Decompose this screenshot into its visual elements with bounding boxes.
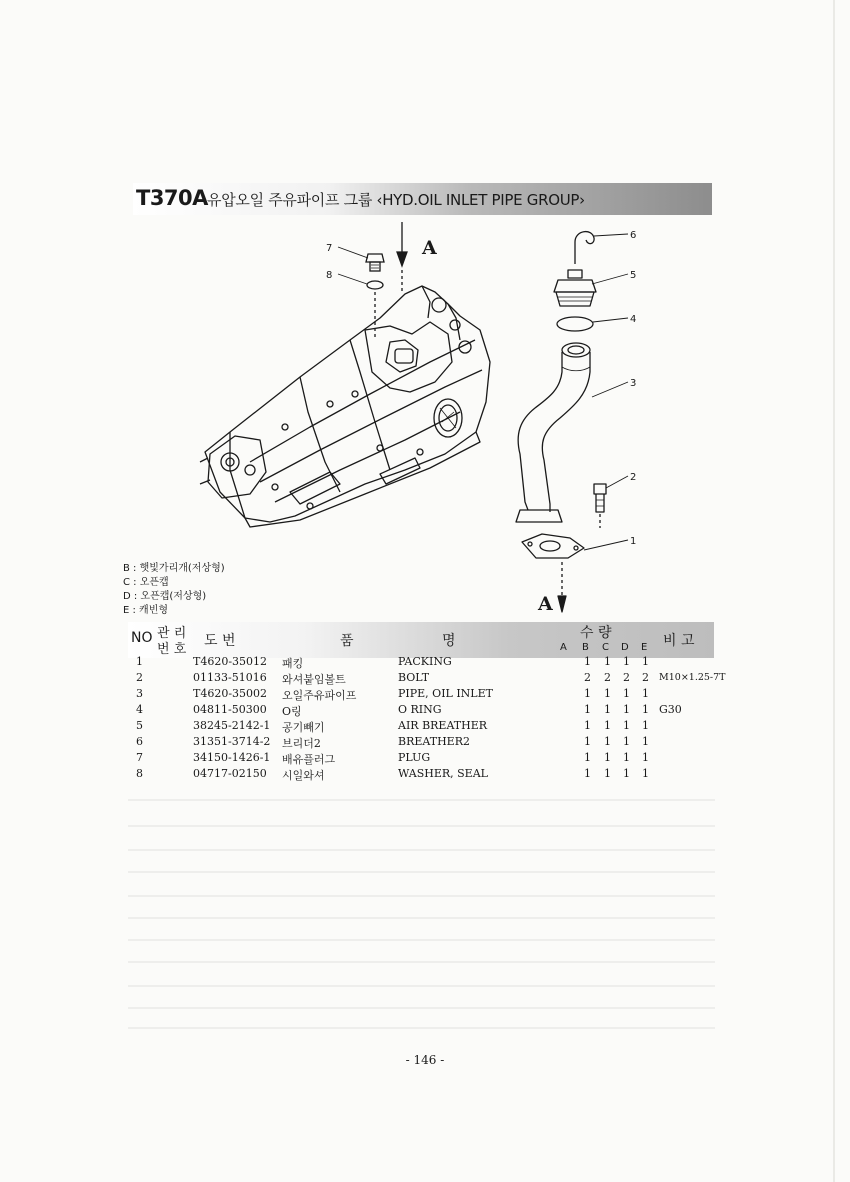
row-no: 6 (136, 735, 143, 748)
row-qty-e: 1 (642, 703, 649, 716)
row-part-number: 38245-2142-1 (193, 719, 271, 732)
callout-4: 4 (630, 314, 637, 325)
legend-item: D : 오픈캡(저상형) (123, 591, 207, 602)
row-qty-d: 1 (623, 751, 630, 764)
row-english-name: BREATHER2 (398, 735, 470, 748)
row-qty-c: 2 (604, 671, 611, 684)
row-qty-e: 2 (642, 671, 649, 684)
header-remark: 비 고 (663, 633, 695, 649)
qty-col-c: C (602, 642, 609, 653)
model-legend (123, 562, 225, 618)
row-english-name: PLUG (398, 751, 431, 764)
row-qty-c: 1 (604, 751, 611, 764)
housing-outline (205, 286, 490, 522)
view-marker-bottom: A (538, 593, 553, 615)
row-remark: M10×1.25-7T (659, 672, 726, 683)
row-korean-name: 와셔붙임볼트 (282, 673, 346, 686)
row-remark: G30 (659, 703, 682, 716)
row-korean-name: 오일주유파이프 (282, 689, 357, 702)
row-qty-e: 1 (642, 767, 649, 780)
row-no: 2 (136, 671, 143, 684)
row-no: 3 (136, 687, 143, 700)
row-qty-b: 1 (584, 767, 591, 780)
row-qty-b: 1 (584, 703, 591, 716)
header-quantity: 수 량 (580, 625, 612, 641)
header-mgmt-bottom: 번 호 (157, 642, 187, 657)
parts-diagram (190, 222, 660, 622)
row-english-name: PIPE, OIL INLET (398, 687, 493, 700)
row-qty-d: 1 (623, 703, 630, 716)
header-name-right: 명 (442, 633, 456, 649)
row-qty-d: 1 (623, 655, 630, 668)
row-qty-e: 1 (642, 719, 649, 732)
callout-6: 6 (630, 230, 637, 241)
header-name-left: 품 (340, 633, 354, 649)
view-marker-top: A (422, 237, 437, 259)
row-english-name: AIR BREATHER (398, 719, 488, 732)
callout-1: 1 (630, 536, 637, 547)
row-qty-c: 1 (604, 687, 611, 700)
row-qty-c: 1 (604, 655, 611, 668)
row-korean-name: 패킹 (282, 657, 304, 670)
row-qty-c: 1 (604, 703, 611, 716)
row-part-number: 04811-50300 (193, 703, 267, 716)
row-qty-d: 1 (623, 687, 630, 700)
row-korean-name: 브리더2 (282, 737, 321, 750)
page-number: - 146 - (405, 1053, 445, 1067)
callout-5: 5 (630, 270, 637, 281)
header-drawing-no: 도 번 (204, 633, 236, 649)
qty-col-d: D (621, 642, 629, 653)
row-qty-b: 1 (584, 687, 591, 700)
row-part-number: 31351-3714-2 (193, 735, 271, 748)
row-qty-e: 1 (642, 655, 649, 668)
row-english-name: BOLT (398, 671, 430, 684)
callout-3: 3 (630, 378, 637, 389)
row-part-number: T4620-35002 (193, 687, 268, 700)
row-no: 5 (136, 719, 143, 732)
row-part-number: 34150-1426-1 (193, 751, 271, 764)
row-qty-c: 1 (604, 735, 611, 748)
row-no: 7 (136, 751, 143, 764)
row-qty-b: 2 (584, 671, 591, 684)
row-korean-name: O링 (282, 705, 302, 718)
row-qty-b: 1 (584, 655, 591, 668)
row-part-number: T4620-35012 (193, 655, 268, 668)
row-qty-e: 1 (642, 751, 649, 764)
row-korean-name: 배유플러그 (282, 753, 336, 766)
group-code: T370A (136, 186, 208, 210)
parts-table-header (128, 622, 714, 658)
row-no: 1 (136, 655, 143, 668)
row-english-name: WASHER, SEAL (398, 767, 488, 780)
qty-col-a: A (560, 642, 567, 653)
legend-item: C : 오픈캡 (123, 577, 169, 588)
legend-item: E : 캐빈형 (123, 605, 169, 616)
row-part-number: 01133-51016 (193, 671, 267, 684)
row-qty-b: 1 (584, 719, 591, 732)
row-korean-name: 시일와셔 (282, 769, 325, 782)
row-no: 4 (136, 703, 143, 716)
row-qty-b: 1 (584, 735, 591, 748)
qty-col-b: B (582, 642, 589, 653)
row-part-number: 04717-02150 (193, 767, 267, 780)
row-english-name: O RING (398, 703, 442, 716)
callout-7: 7 (326, 243, 333, 254)
header-mgmt-top: 관 리 (157, 626, 187, 641)
callout-2: 2 (630, 472, 637, 483)
row-qty-e: 1 (642, 735, 649, 748)
row-qty-d: 1 (623, 719, 630, 732)
row-qty-b: 1 (584, 751, 591, 764)
row-qty-d: 1 (623, 735, 630, 748)
header-no: NO (131, 630, 153, 646)
qty-col-e: E (641, 642, 648, 653)
row-qty-d: 1 (623, 767, 630, 780)
callout-8: 8 (326, 270, 333, 281)
group-title: 유압오일 주유파이프 그룹 ‹HYD.OIL INLET PIPE GROUP› (207, 191, 585, 209)
legend-item: B : 햇빛가리개(저상형) (123, 563, 225, 574)
row-english-name: PACKING (398, 655, 452, 668)
row-qty-d: 2 (623, 671, 630, 684)
row-korean-name: 공기빼기 (282, 721, 325, 734)
row-qty-c: 1 (604, 767, 611, 780)
row-no: 8 (136, 767, 143, 780)
row-qty-c: 1 (604, 719, 611, 732)
row-qty-e: 1 (642, 687, 649, 700)
